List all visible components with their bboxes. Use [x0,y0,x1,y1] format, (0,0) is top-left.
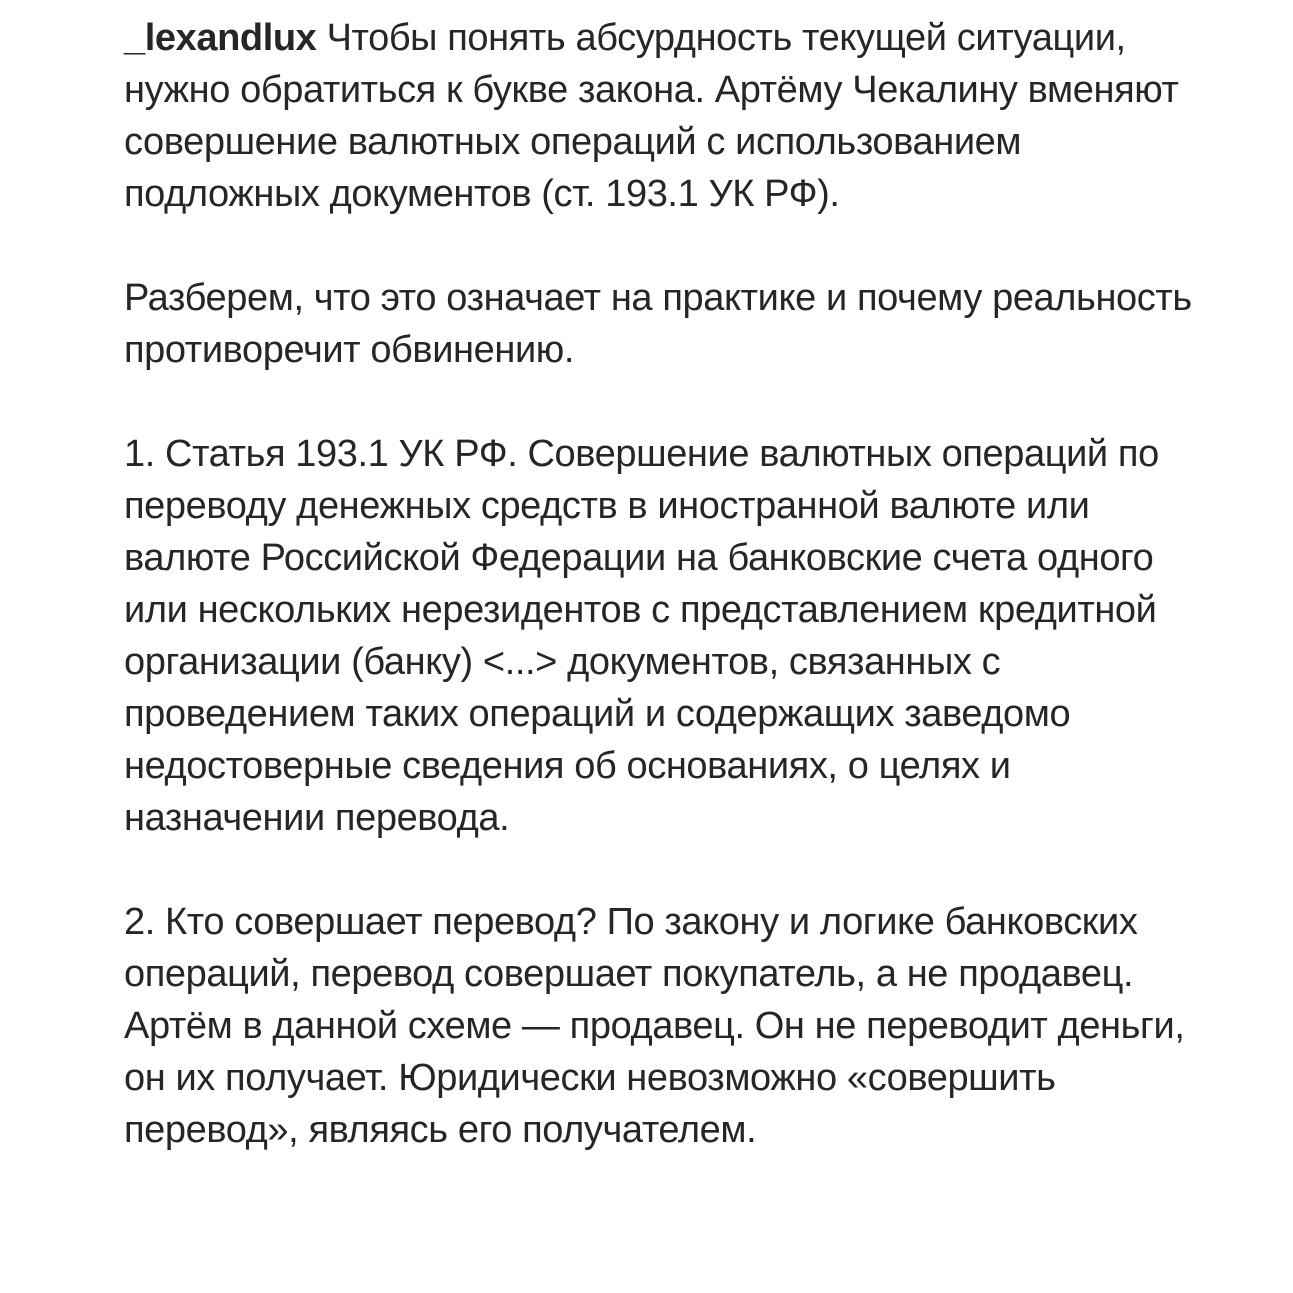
caption-paragraph-explanation: Разберем, что это означает на практике и почему реальность противоречит обвинению. [124,277,1192,371]
author-username-link[interactable]: _lexandlux [124,17,317,59]
caption-paragraph-transfer: 2. Кто совершает перевод? По закону и логике банковских операций, перевод совершает покупатель, а не продавец. Артём в данной схеме — продавец. Он не переводит деньги, он их получает. Юридически невозможно «совершить перевод», являясь его получателем. [124,901,1185,1151]
post-caption [124,12,1204,1156]
caption-intro-paragraph [124,12,1204,220]
caption-intro-text: Чтобы понять абсурдность текущей ситуации, нужно обратиться к букве закона. Артёму Чекалину вменяют совершение валютных операций с использованием подложных документов (ст. 193.1 УК РФ). [124,17,1179,215]
caption-paragraph-article: 1. Статья 193.1 УК РФ. Совершение валютных операций по переводу денежных средств в иностранной валюте или валюте Российской Федерации на банковские счета одного или нескольких нерезидентов с представлением кредитной организации (банку) <...> документов, связанных с проведением таких операций и содержащих заведомо недостоверные сведения об основаниях, о целях и назначении перевода. [124,433,1159,839]
